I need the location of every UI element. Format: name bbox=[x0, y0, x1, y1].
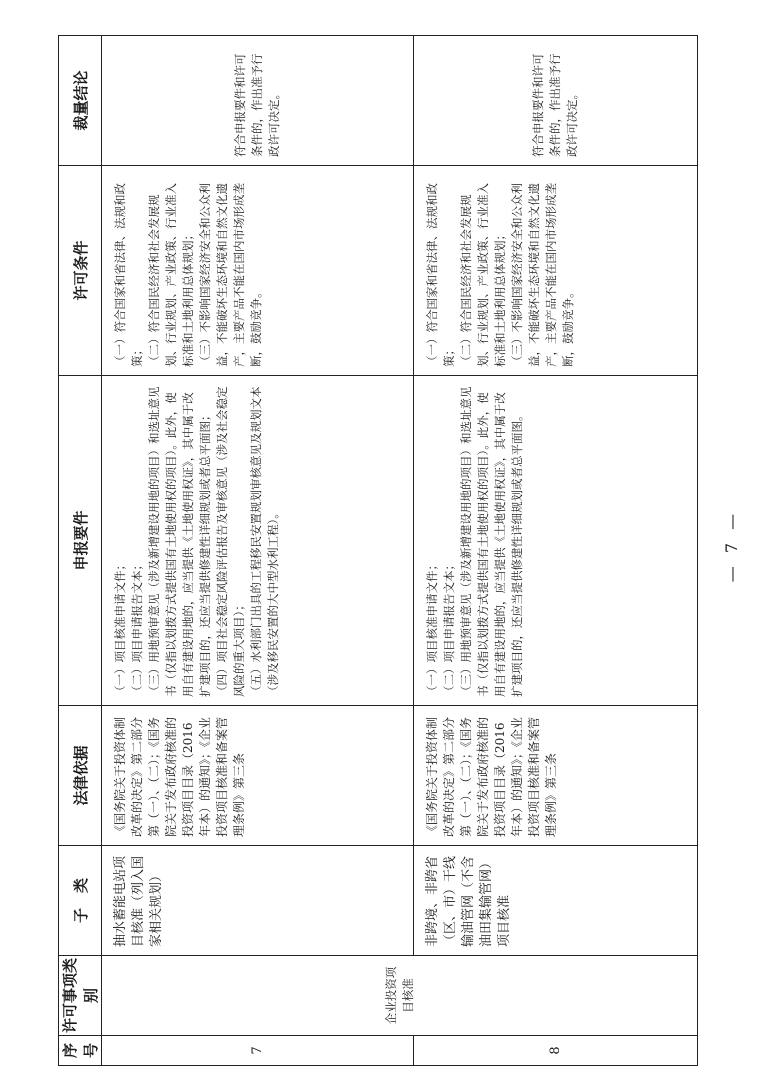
header-seq: 序号 bbox=[59, 1036, 102, 1066]
subcategory-text: 抽水蓄能电站项目核准（列入国家相关规划） bbox=[113, 855, 164, 947]
category-cell bbox=[102, 956, 698, 1036]
subcategory-text: 非跨境、非跨省（区、市）干线输油管网（不含油田集输管网）项目核准 bbox=[424, 855, 512, 947]
conclusion-text: 符合申报要件和许可条件的，作出准予行政许可决定。 bbox=[530, 53, 579, 157]
category-text: 企业投资项目核准 bbox=[383, 966, 415, 1025]
legal-basis-cell bbox=[102, 706, 414, 846]
header-category: 许可事项类别 bbox=[59, 956, 102, 1036]
legal-basis-text: 《国务院关于投资体制改革的决定》第二部分第（一）、（二）；《国务院关于发布政府核准的投资项目目录（2016年本）的通知》；《企业投资项目核准和备案管理条例》第三条 bbox=[424, 716, 558, 837]
header-legal-basis: 法律依据 bbox=[59, 706, 102, 846]
page-number: — 7 — bbox=[722, 509, 741, 583]
subcategory-cell bbox=[413, 846, 697, 956]
legal-basis-text: 《国务院关于投资体制改革的决定》第二部分第（一）、（二）；《国务院关于发布政府核准的投资项目目录（2016年本）的通知》；《企业投资项目核准和备案管理条例》第三条 bbox=[113, 716, 246, 837]
header-subcategory: 子 类 bbox=[59, 846, 102, 956]
legal-basis-cell bbox=[413, 706, 697, 846]
conclusion-cell bbox=[102, 36, 414, 166]
header-row bbox=[59, 36, 102, 1066]
conclusion-text: 符合申报要件和许可条件的，作出准予行政许可决定。 bbox=[232, 53, 281, 157]
header-conditions: 许可条件 bbox=[59, 166, 102, 376]
header-requirements: 申报要件 bbox=[59, 376, 102, 706]
table-row bbox=[102, 36, 414, 1066]
conditions-text: （一）符合国家和省法律、法规和政策； （二）符合国民经济和社会发展规划、行业规划、产业政策、行业准入标准和土地利用总体规划； （三）不影响国家经济安全和公众利益，不能破坏生态环境和自然文化遗产，主要产品不能在国内市场形成垄断，鼓励竞争。 bbox=[424, 183, 575, 367]
conditions-cell bbox=[413, 166, 697, 376]
row-seq: 8 bbox=[413, 1036, 697, 1066]
conclusion-cell bbox=[413, 36, 697, 166]
requirements-cell bbox=[102, 376, 414, 706]
conditions-text: （一）符合国家和省法律、法规和政策； （二）符合国民经济和社会发展规划、行业规划、产业政策、行业准入标准和土地利用总体规划； （三）不影响国家经济安全和公众利益，不能破坏生态环境和自然文化遗产，主要产品不能在国内市场形成垄断，鼓励竞争。 bbox=[113, 183, 263, 367]
requirements-cell bbox=[413, 376, 697, 706]
table-row bbox=[413, 36, 697, 1066]
subcategory-cell bbox=[102, 846, 414, 956]
permit-table bbox=[58, 35, 698, 1066]
conditions-cell bbox=[102, 166, 414, 376]
requirements-text: （一）项目核准申请文件； （二）项目申请报告文本； （三）用地预审意见（涉及新增建设用地的项目）和选址意见书（仅指以划拨方式提供国有土地使用权的项目）。此外，使用自有建设用地的，应当提供《土地使用权证》，其中属于改扩建项目的，还应当提供修建性详细规划或者总平面图； （四）项目社会稳定风险评估报告及审核意见（涉及社会稳定风险的重大项目）； （五）水利部门出具的工程移民安置规划审核意见及规划文本（涉及移民安置的大中型水利工程）。 bbox=[113, 386, 280, 697]
row-seq: 7 bbox=[102, 1036, 414, 1066]
header-conclusion: 裁量结论 bbox=[59, 36, 102, 166]
requirements-text: （一）项目核准申请文件； （二）项目申请报告文本； （三）用地预审意见（涉及新增建设用地的项目）和选址意见书（仅指以划拨方式提供国有土地使用权的项目）。此外，使用自有建设用地的，应当提供《土地使用权证》，其中属于改扩建项目的，还应当提供修建性详细规划或者总平面图。 bbox=[424, 386, 524, 697]
